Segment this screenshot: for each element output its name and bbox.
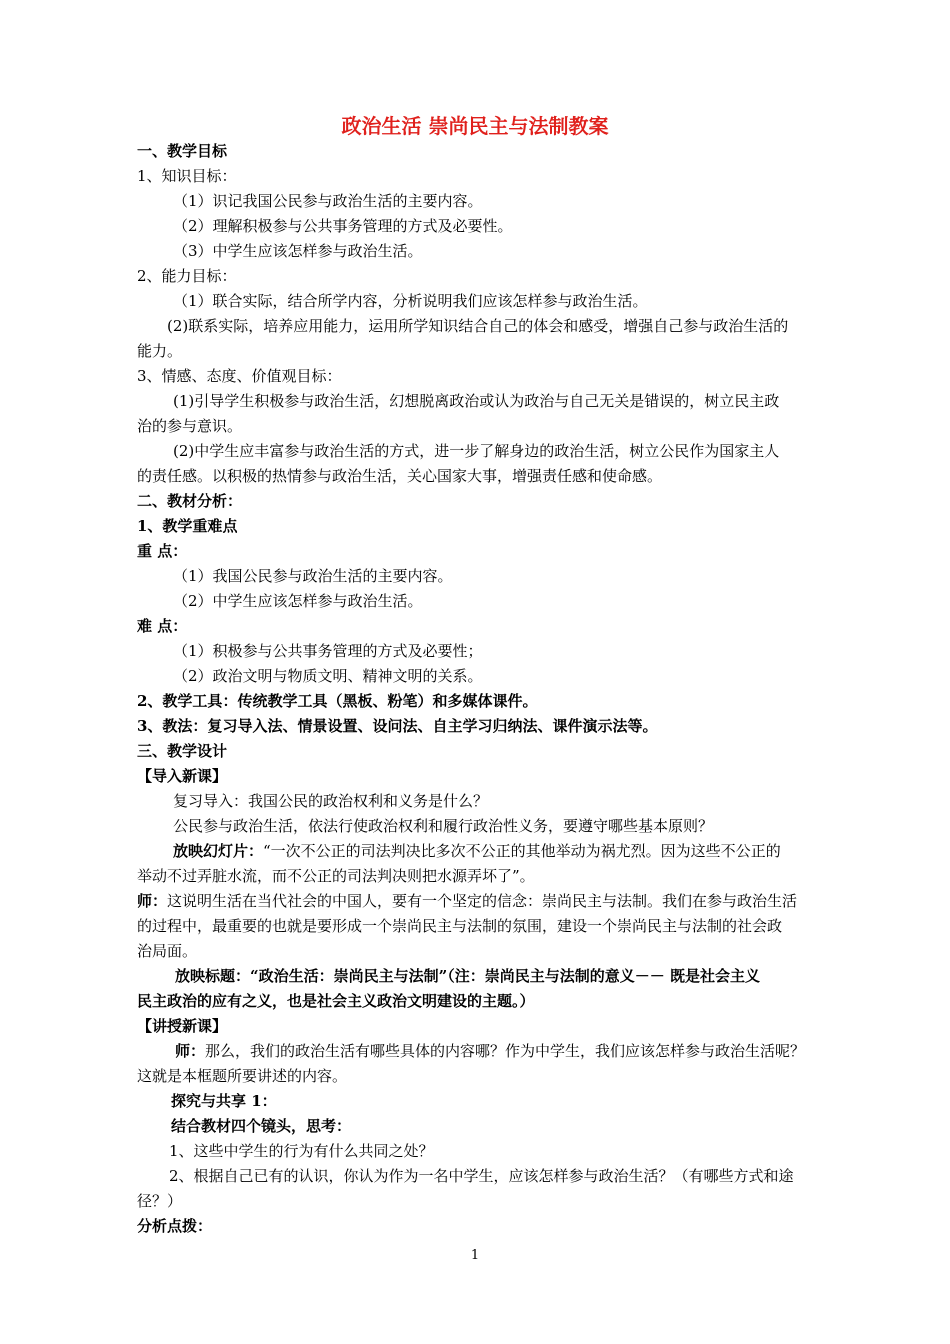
text-line: 的责任感。以积极的热情参与政治生活，关心国家大事，增强责任感和使命感。	[137, 467, 663, 485]
text-line: 【讲授新课】	[137, 1017, 228, 1035]
text-line: （2）理解积极参与公共事务管理的方式及必要性。	[173, 217, 513, 235]
text-line: （2）政治文明与物质文明、精神文明的关系。	[173, 667, 483, 685]
document-body	[137, 139, 853, 1239]
text-line: 治局面。	[137, 942, 198, 960]
text-line: 重 点：	[137, 542, 188, 560]
text-line: 民主政治的应有之义，也是社会主义政治文明建设的主题。）	[137, 992, 535, 1010]
text-line: 1、知识目标：	[137, 167, 237, 185]
line-rest: 那么，我们的政治生活有哪些具体的内容哪？作为中学生，我们应该怎样参与政治生活呢？	[205, 1042, 806, 1060]
text-line: 的过程中，最重要的也就是要形成一个崇尚民主与法制的氛围，建设一个崇尚民主与法制的社会政	[137, 917, 783, 935]
text-line: （1）联合实际，结合所学内容，分析说明我们应该怎样参与政治生活。	[173, 292, 648, 310]
document-title: 政治生活 崇尚民主与法制教案	[341, 114, 609, 138]
text-line: 1、这些中学生的行为有什么共同之处？	[169, 1142, 434, 1160]
text-line: 结合教材四个镜头，思考：	[171, 1117, 352, 1135]
text-line: （1）识记我国公民参与政治生活的主要内容。	[173, 192, 483, 210]
text-line: 这就是本框题所要讲述的内容。	[137, 1067, 348, 1085]
bold-lead: 师：	[137, 892, 168, 910]
page-number: 1	[470, 1248, 480, 1263]
text-line	[137, 889, 853, 914]
text-line	[137, 1039, 853, 1064]
text-line: （1）积极参与公共事务管理的方式及必要性；	[173, 642, 483, 660]
text-line	[137, 839, 853, 864]
text-line: 2、能力目标：	[137, 267, 237, 285]
text-line: 2、根据自己已有的认识，你认为作为一名中学生，应该怎样参与政治生活？（有哪些方式和途	[169, 1167, 794, 1185]
text-line: 放映标题：“政治生活：崇尚民主与法制”（注：崇尚民主与法制的意义－－ 既是社会主义	[175, 967, 760, 985]
text-line: 2、教学工具：传统教学工具（黑板、粉笔）和多媒体课件。	[137, 692, 538, 710]
line-rest: “一次不公正的司法判决比多次不公正的其他举动为祸尤烈。因为这些不公正的	[263, 842, 781, 860]
text-line: (1)引导学生积极参与政治生活，幻想脱离政治或认为政治与自己无关是错误的，树立民主政	[173, 392, 780, 410]
text-line: （2）中学生应该怎样参与政治生活。	[173, 592, 423, 610]
text-line: 二、教材分析：	[137, 492, 243, 510]
text-line: 难 点：	[137, 617, 188, 635]
bold-lead: 放映幻灯片：	[173, 842, 264, 860]
text-line: （3）中学生应该怎样参与政治生活。	[173, 242, 423, 260]
text-line: 三、教学设计	[137, 742, 228, 760]
text-line: 一、教学目标	[137, 142, 228, 160]
text-line: 治的参与意识。	[137, 417, 243, 435]
text-line: 能力。	[137, 342, 183, 360]
text-line: 分析点拨：	[137, 1217, 213, 1235]
text-line: 举动不过弄脏水流，而不公正的司法判决则把水源弄坏了”。	[137, 867, 535, 885]
text-line: 3、情感、态度、价值观目标：	[137, 367, 342, 385]
text-line: 公民参与政治生活，依法行使政治权利和履行政治性义务，要遵守哪些基本原则？	[173, 817, 714, 835]
text-line: （1）我国公民参与政治生活的主要内容。	[173, 567, 453, 585]
text-line: 1、教学重难点	[137, 517, 238, 535]
bold-lead: 师：	[175, 1042, 206, 1060]
text-line: 复习导入：我国公民的政治权利和义务是什么？	[173, 792, 489, 810]
text-line: 3、教法：复习导入法、情景设置、设问法、自主学习归纳法、课件演示法等。	[137, 717, 658, 735]
text-line: 【导入新课】	[137, 767, 228, 785]
line-rest: 这说明生活在当代社会的中国人，要有一个坚定的信念：崇尚民主与法制。我们在参与政治生活	[167, 892, 798, 910]
text-line: (2)联系实际，培养应用能力，运用所学知识结合自己的体会和感受，增强自己参与政治生活的	[167, 317, 789, 335]
text-line: 探究与共享 1：	[171, 1092, 277, 1110]
text-line: (2)中学生应丰富参与政治生活的方式，进一步了解身边的政治生活，树立公民作为国家主人	[173, 442, 780, 460]
text-line: 径？）	[137, 1192, 183, 1210]
